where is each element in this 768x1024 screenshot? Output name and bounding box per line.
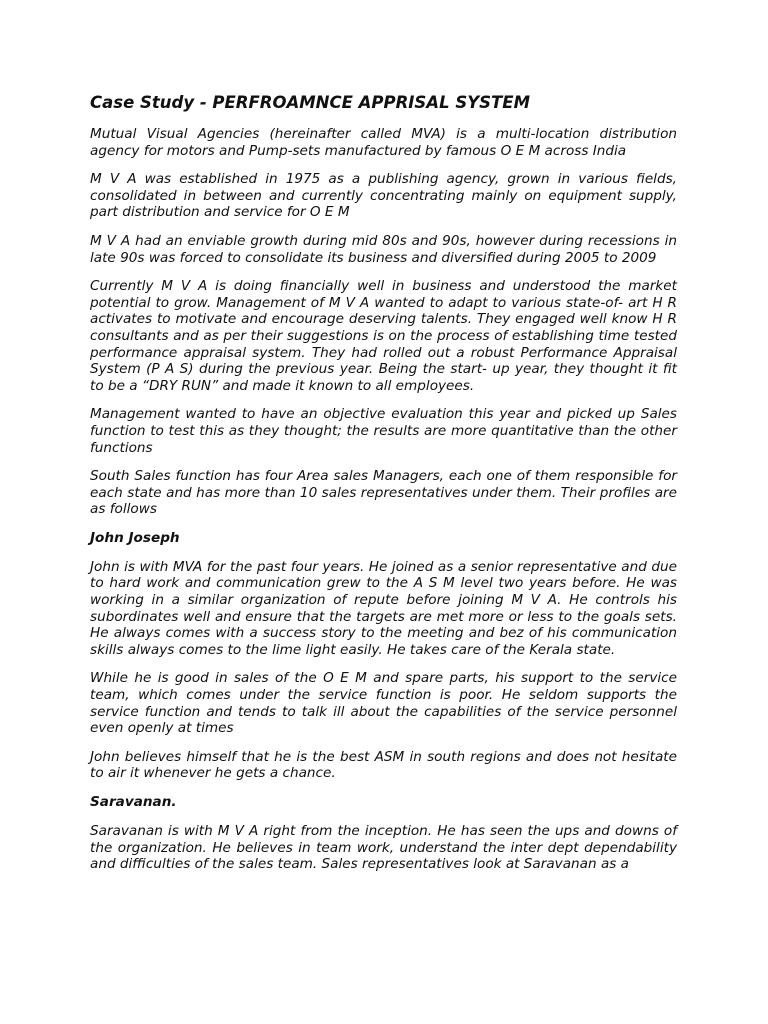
intro-paragraph-5: Management wanted to have an objective evaluation this year and picked up Sales function to test this as they thought; the results are more quantitative than the other functions bbox=[90, 406, 677, 456]
profile-john-paragraph-3: John believes himself that he is the best ASM in south regions and does not hesitate to air it whenever he gets a chance. bbox=[90, 748, 677, 782]
profile-name-john-joseph: John Joseph bbox=[90, 529, 180, 546]
intro-paragraph-3: M V A had an enviable growth during mid 80s and 90s, however during recessions in late 90s was forced to consolidate its business and diversified during 2005 to 2009 bbox=[90, 232, 677, 266]
intro-paragraph-1: Mutual Visual Agencies (hereinafter called MVA) is a multi-location distribution agency for motors and Pump-sets manufactured by famous O E M across India bbox=[90, 126, 677, 159]
profile-name-saravanan: Saravanan. bbox=[90, 794, 177, 810]
intro-paragraph-2: M V A was established in 1975 as a publishing agency, grown in various fields, consolidated in between and currently concentrating mainly on equipment supply, part distribution and service for O E M bbox=[90, 171, 677, 221]
profile-saravanan-paragraph-1: Saravanan is with M V A right from the inception. He has seen the ups and downs of the organization. He believes in team work, understand the inter dept dependability and difficulties of the sales team. Sales representatives look at Saravanan as a bbox=[90, 823, 677, 873]
profile-john-paragraph-2: While he is good in sales of the O E M and spare parts, his support to the service team, which comes under the service function is poor. He seldom supports the service function and tends to talk ill about the capabilities of the service personnel even openly at times bbox=[90, 670, 677, 737]
intro-paragraph-6: South Sales function has four Area sales Managers, each one of them responsible for each state and has more than 10 sales representatives under them. Their profiles are as follows bbox=[90, 468, 677, 518]
document-title: Case Study - PERFROAMNCE APPRISAL SYSTEM bbox=[90, 93, 530, 112]
document-page bbox=[90, 92, 677, 873]
profile-john-paragraph-1: John is with MVA for the past four years. He joined as a senior representative and due to hard work and communication grew to the A S M level two years before. He was working in a similar organization of repute before joining M V A. He controls his subordinates well and ensure that the targets are met more or less to the goals sets. He always comes with a success story to the meeting and bez of his communication skills always comes to the lime light easily. He takes care of the Kerala state. bbox=[90, 558, 677, 658]
intro-paragraph-4: Currently M V A is doing financially well in business and understood the market potential to grow. Management of M V A wanted to adapt to various state-of- art H R activates to motivate and encourage deserving talents. They engaged well know H R consultants and as per their suggestions is on the process of establishing time tested performance appraisal system. They had rolled out a robust Performance Appraisal System (P A S) during the previous year. Being the start- up year, they thought it fit to be a “DRY RUN” and made it known to all employees. bbox=[90, 278, 677, 394]
